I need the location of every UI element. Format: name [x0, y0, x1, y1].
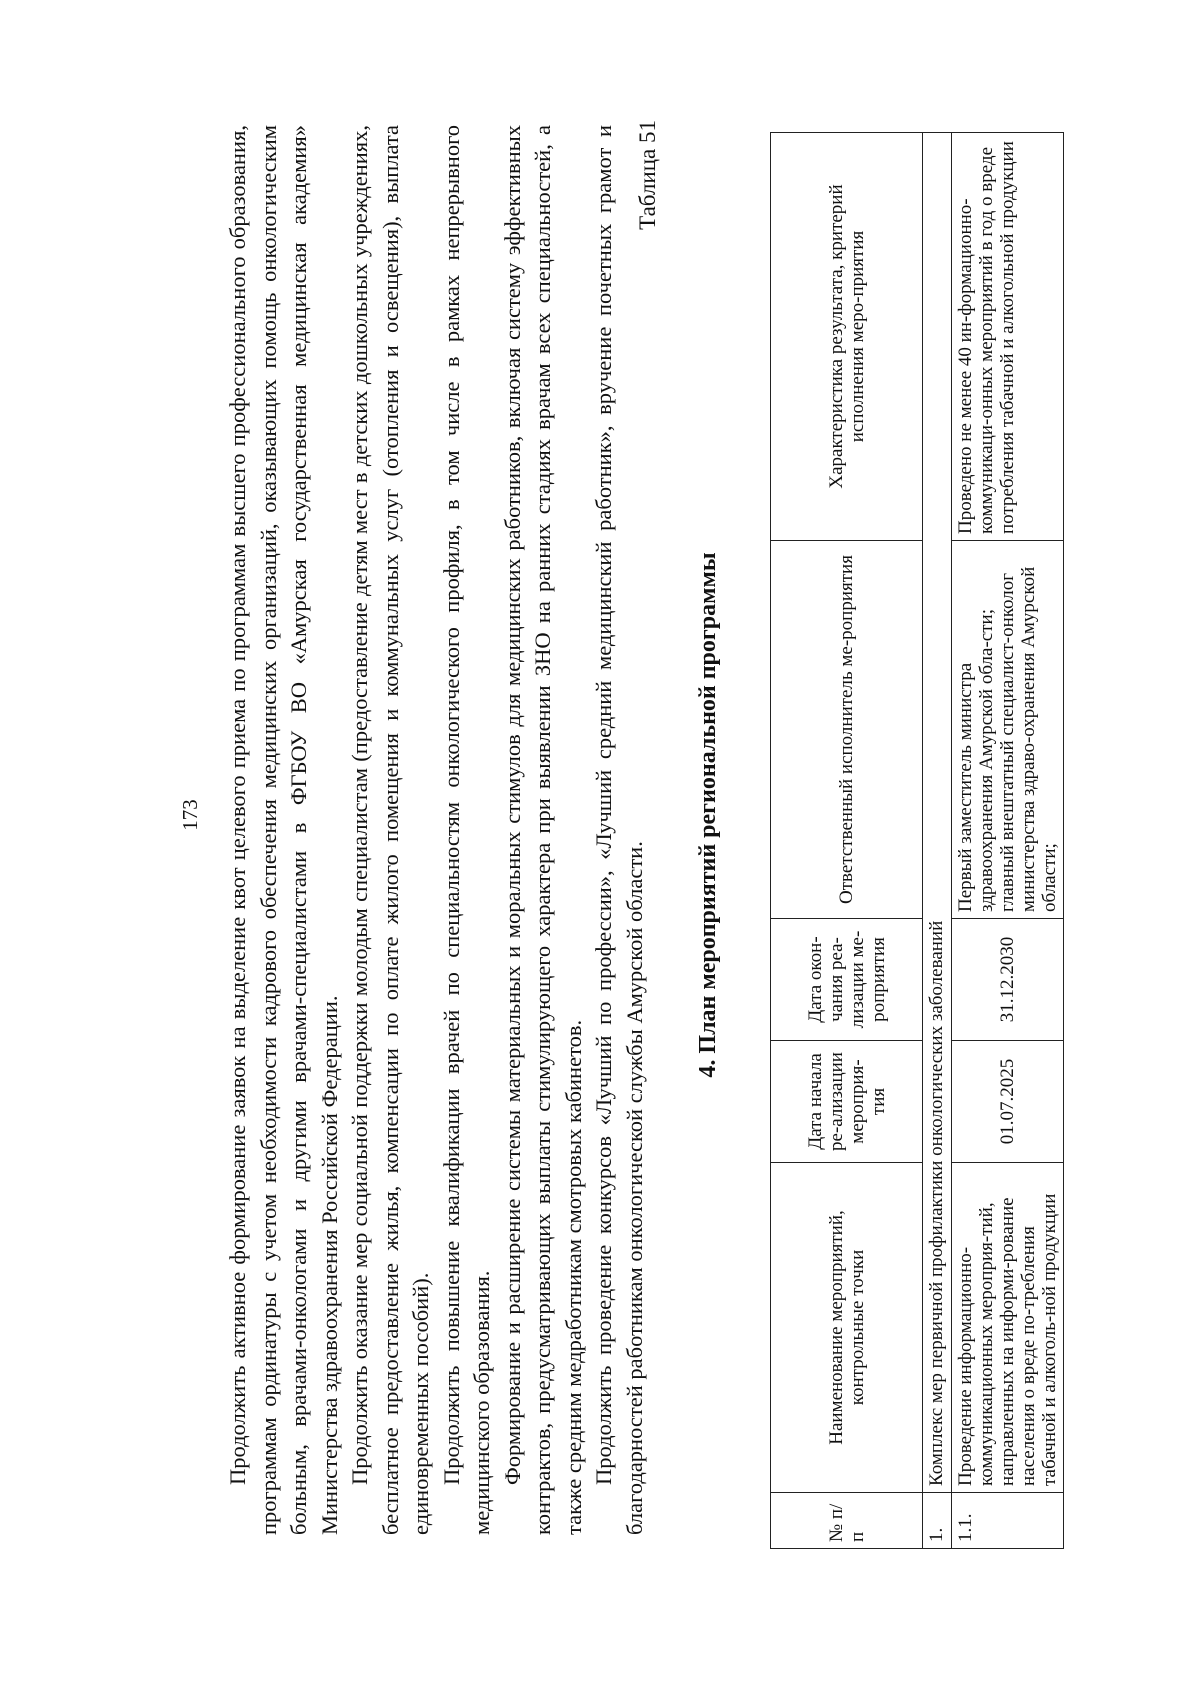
table-row	[952, 133, 1064, 1549]
paragraph: Формирование и расширение системы материальных и моральных стимулов для медицинских работников, включая систему эффективных контрактов, предусматривающих выплаты стимулирующего характера при выявлении ЗНО на ранних стадиях врачам всех специальностей, а также средним медработникам смотровых кабинетов.	[499, 125, 586, 1535]
row-executor: Первый заместитель министра здравоохранения Амурской обла-сти; главный внештатный специалист-онколог министерства здраво-охранения Амурской области;	[952, 541, 1064, 919]
rotated-page-content	[175, 65, 1195, 1565]
header-num: № п/п	[771, 1493, 923, 1549]
row-start-date: 01.07.2025	[952, 1041, 1064, 1163]
header-name: Наименование мероприятий, контрольные точки	[771, 1163, 923, 1493]
plan-table	[770, 132, 1064, 1549]
paragraph: Продолжить повышение квалификации врачей по специальностям онкологического профиля, в том числе в рамках непрерывного медицинского образования.	[438, 125, 494, 1535]
section-heading: 4. План мероприятий региональной программы	[695, 552, 721, 1078]
header-result: Характеристика результата, критерий исполнения меро-приятия	[771, 133, 923, 541]
row-name: Проведение информационно-коммуникационных мероприя-тий, направленных на информи-рование населения о вреде по-требления табачной и алкоголь-ной продукции	[952, 1163, 1064, 1493]
paragraph: Продолжить оказание мер социальной поддержки молодым специалистам (предоставление детям мест в детских дошкольных учреждениях, бесплатное предоставление жилья, компенсации по оплате жилого помещения и коммунальных услуг (отопления и освещения), выплата единовременных пособий).	[347, 125, 433, 1535]
row-result: Проведено не менее 40 ин-формационно-коммуникаци-онных мероприятий в год о вреде потребления табачной и алкогольной продукции	[952, 133, 1064, 541]
header-end-date: Дата окон-чания реа-лизации ме-роприятия	[771, 919, 923, 1041]
table-label: Таблица 51	[635, 120, 660, 230]
page-number: 173	[178, 799, 202, 831]
section-num: 1.	[923, 1493, 952, 1549]
header-executor: Ответственный исполнитель ме-роприятия	[771, 541, 923, 919]
body-text	[223, 125, 650, 1535]
row-num: 1.1.	[952, 1493, 1064, 1549]
section-title: Комплекс мер первичной профилактики онкологических заболеваний	[923, 133, 952, 1493]
paragraph: Продолжить активное формирование заявок на выделение квот целевого приема по программам высшего профессионального образования, программам ординатуры с учетом необходимости кадрового обеспечения медицинских организаций, оказывающих помощь онкологическим больным, врачами-онкологами и другими врачами-специалистами в ФГБОУ ВО «Амурская государственная медицинская академия» Министерства здравоохранения Российской Федерации.	[225, 125, 342, 1535]
row-end-date: 31.12.2030	[952, 919, 1064, 1041]
header-start-date: Дата начала ре-ализации мероприя-тия	[771, 1041, 923, 1163]
table-header-row	[771, 133, 923, 1549]
paragraph: Продолжить проведение конкурсов «Лучший по профессии», «Лучший средний медицинский работник», вручение почетных грамот и благодарностей работникам онкологической службы Амурской области.	[591, 125, 647, 1535]
table-section-row	[923, 133, 952, 1549]
